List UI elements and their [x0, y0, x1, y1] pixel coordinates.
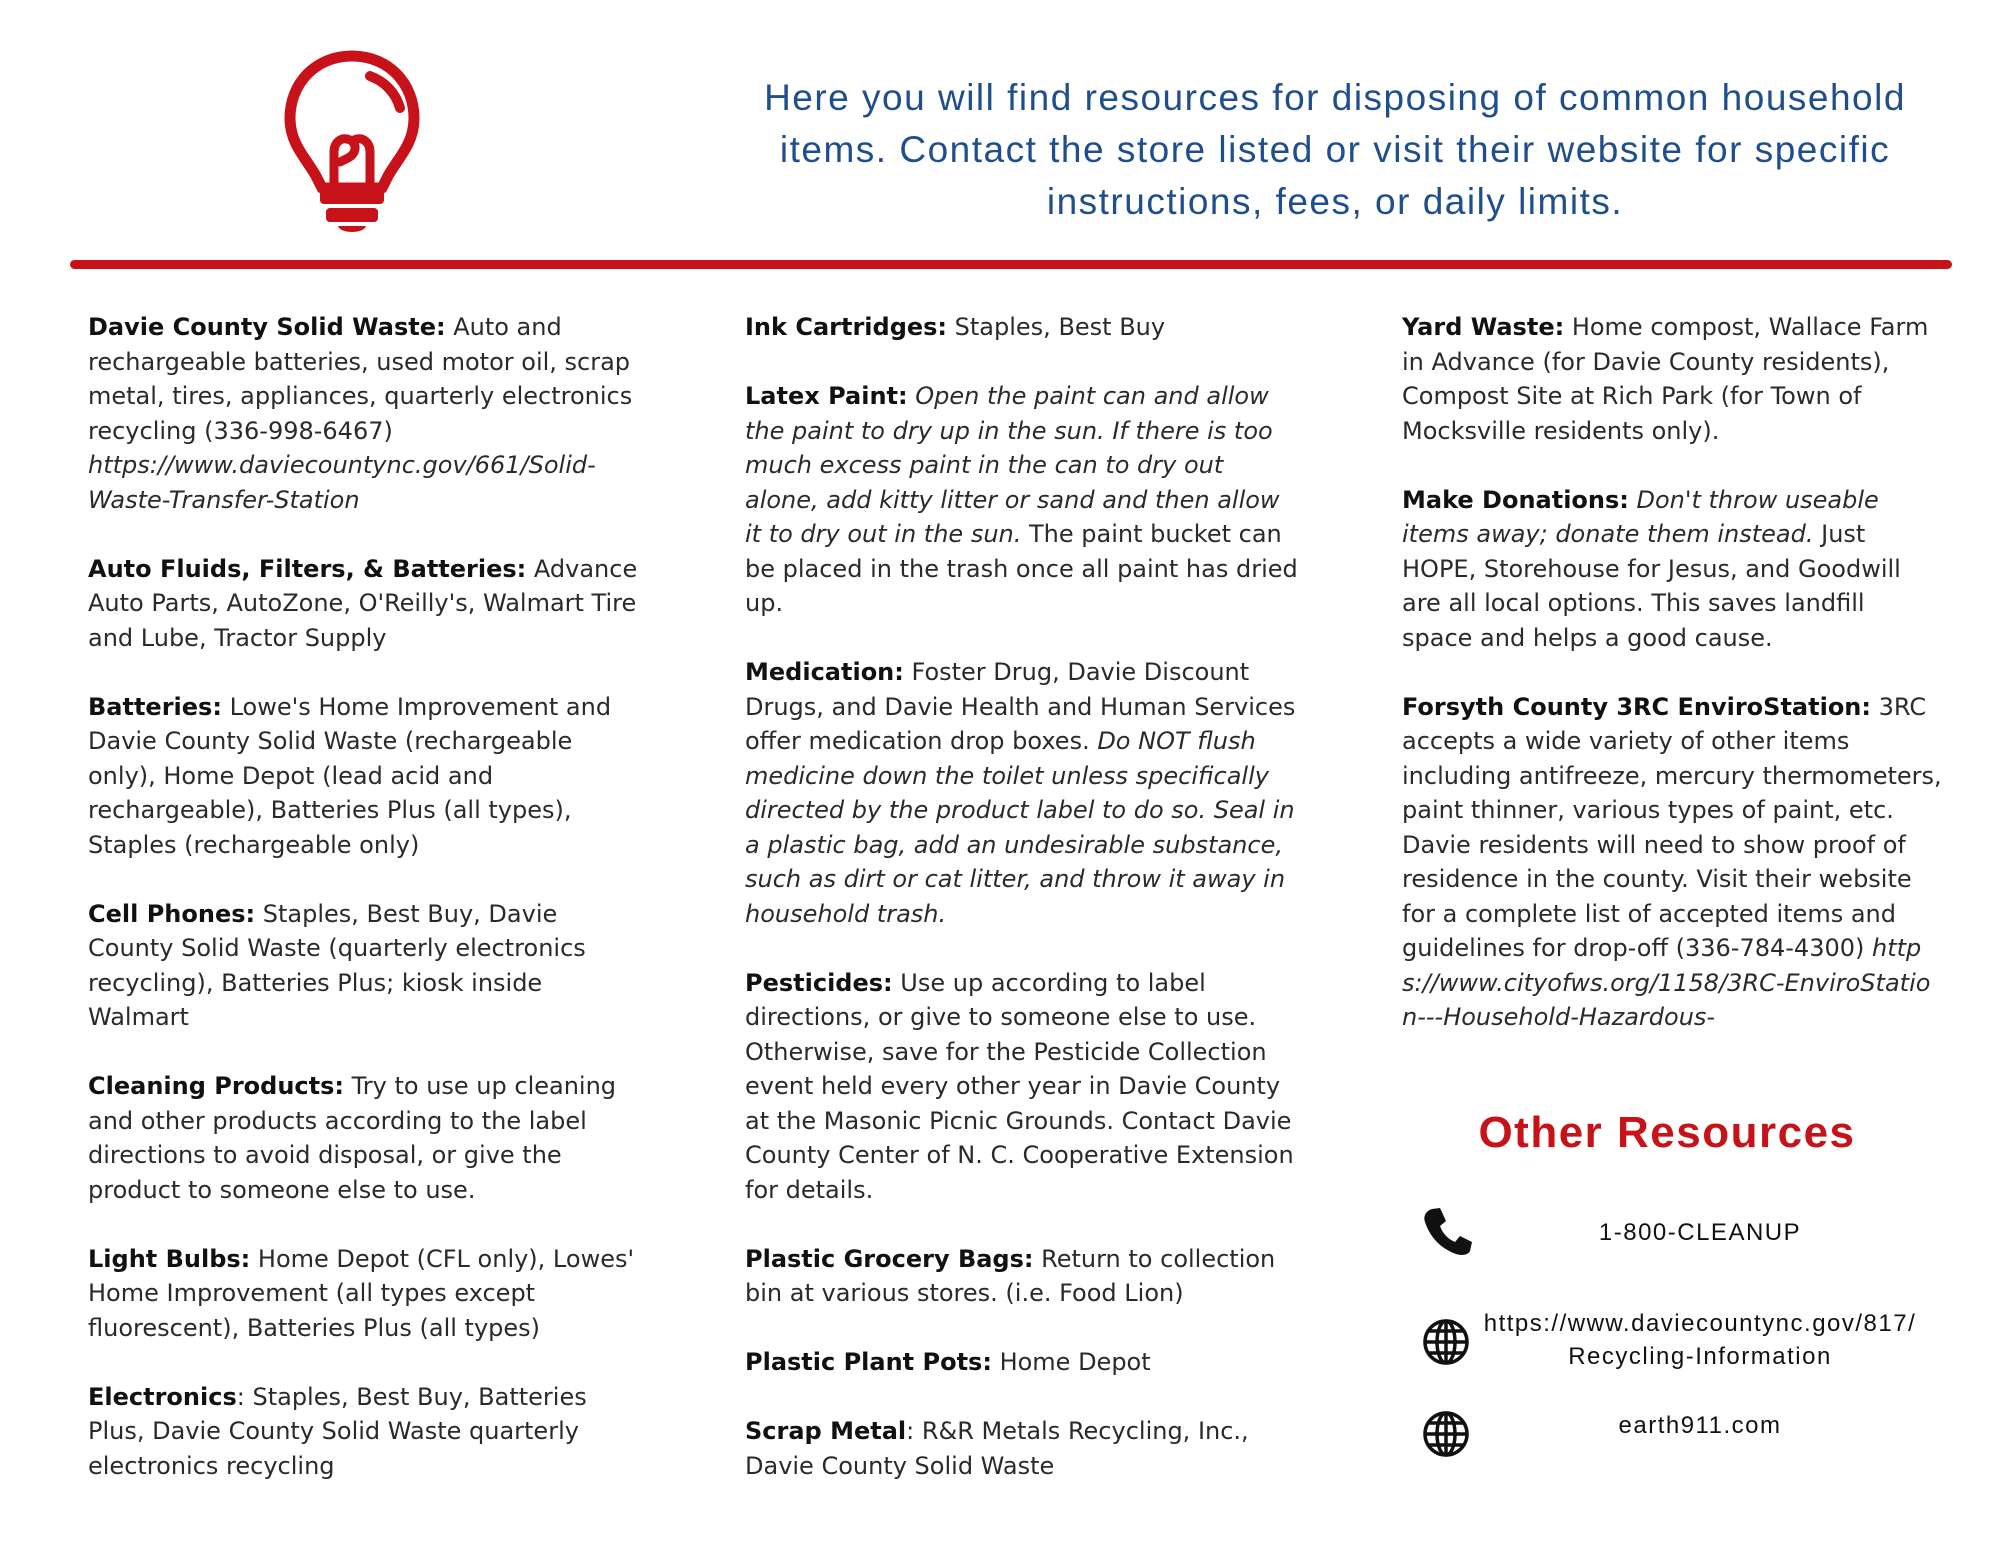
- resource-column-1: [88, 310, 643, 1518]
- phone-number: 1-800-CLEANUP: [1598, 1219, 1802, 1246]
- list-item: Auto Fluids, Filters, & Batteries: Advance Auto Parts, AutoZone, O'Reilly's, Walmart Tire and Lube, Tractor Supply: [88, 554, 638, 652]
- list-item: Cell Phones: Staples, Best Buy, Davie County Solid Waste (quarterly electronics recycling), Batteries Plus; kiosk inside Walmart: [88, 899, 586, 1031]
- lightbulb-icon: [282, 48, 422, 238]
- list-item: Plastic Plant Pots: Home Depot: [745, 1348, 1151, 1376]
- list-item: Medication: Foster Drug, Davie Discount Drugs, and Davie Health and Human Services offer medication drop boxes. Do NOT flush medicine down the toilet unless specifically directed by the product label to do so. Seal in a plastic bag, add an undesirable substance, such as dirt or cat litter, and throw it away in household trash.: [745, 658, 1296, 928]
- list-item: Light Bulbs: Home Depot (CFL only), Lowes' Home Improvement (all types except fluorescent), Batteries Plus (all types): [88, 1244, 635, 1342]
- list-item: Scrap Metal: R&R Metals Recycling, Inc., Davie County Solid Waste: [745, 1417, 1249, 1480]
- list-item: Batteries: Lowe's Home Improvement and Davie County Solid Waste (rechargeable only), Home Depot (lead acid and rechargeable), Batteries Plus (all types), Staples (rechargeable only): [88, 692, 612, 859]
- list-item: Yard Waste: Home compost, Wallace Farm in Advance (for Davie County residents), Compost Site at Rich Park (for Town of Mocksville residents only).: [1402, 313, 1929, 445]
- globe-icon: [1420, 1316, 1472, 1368]
- list-item: Plastic Grocery Bags: Return to collection bin at various stores. (i.e. Food Lion): [745, 1244, 1276, 1307]
- other-resources-title: Other Resources: [1478, 1108, 1856, 1157]
- page-heading: Here you will find resources for disposing of common household items. Contact the store listed or visit their website for specific instructions, fees, or daily limits.: [764, 77, 1906, 222]
- list-item: Ink Cartridges: Staples, Best Buy: [745, 313, 1166, 341]
- phone-icon: [1422, 1205, 1474, 1257]
- list-item: Davie County Solid Waste: Auto and rechargeable batteries, used motor oil, scrap metal, tires, appliances, quarterly electronics recycling (336-998-6467) https://www.daviecountync.gov/661/Solid-Waste-Transfer-Station: [88, 313, 633, 514]
- list-item: Electronics: Staples, Best Buy, Batteries Plus, Davie County Solid Waste quarterly electronics recycling: [88, 1382, 587, 1480]
- list-item: Make Donations: Don't throw useable items away; donate them instead. Just HOPE, Storehouse for Jesus, and Goodwill are all local options. This saves landfill space and helps a good cause.: [1402, 485, 1901, 652]
- list-item: Forsyth County 3RC EnviroStation: 3RC accepts a wide variety of other items including antifreeze, mercury thermometers, paint thinner, various types of paint, etc. Davie residents will need to show proof of residence in the county. Visit their website for a complete list of accepted items and guidelines for drop-off (336-784-4300) https://www.cityofws.org/1158/3RC-EnviroStation---Household-Hazardous-: [1402, 692, 1942, 1031]
- resource-column-2: [745, 310, 1300, 1518]
- list-item: Latex Paint: Open the paint can and allow the paint to dry up in the sun. If there is too much excess paint in the can to dry out alone, add kitty litter or sand and then allow it to dry out in the sun. The paint bucket can be placed in the trash once all paint has dried up.: [745, 382, 1298, 617]
- divider: [70, 260, 1952, 269]
- website-link[interactable]: https://www.daviecountync.gov/661/Solid-Waste-Transfer-Station: [88, 451, 596, 514]
- earth911-link[interactable]: earth911.com: [1618, 1412, 1782, 1439]
- website-link[interactable]: https://www.cityofws.org/1158/3RC-EnviroStation---Household-Hazardous-: [1402, 934, 1931, 1031]
- globe-icon: [1420, 1408, 1472, 1460]
- list-item: Pesticides: Use up according to label directions, or give to someone else to use. Otherwise, save for the Pesticide Collection event held every other year in Davie County at the Masonic Picnic Grounds. Contact Davie County Center of N. C. Cooperative Extension for details.: [745, 968, 1294, 1204]
- resource-column-3: [1402, 310, 1942, 1069]
- recycling-info-link[interactable]: https://www.daviecountync.gov/817/ Recycling-Information: [1483, 1310, 1917, 1370]
- list-item: Cleaning Products: Try to use up cleaning and other products according to the label directions to avoid disposal, or give the product to someone else to use.: [88, 1072, 617, 1204]
